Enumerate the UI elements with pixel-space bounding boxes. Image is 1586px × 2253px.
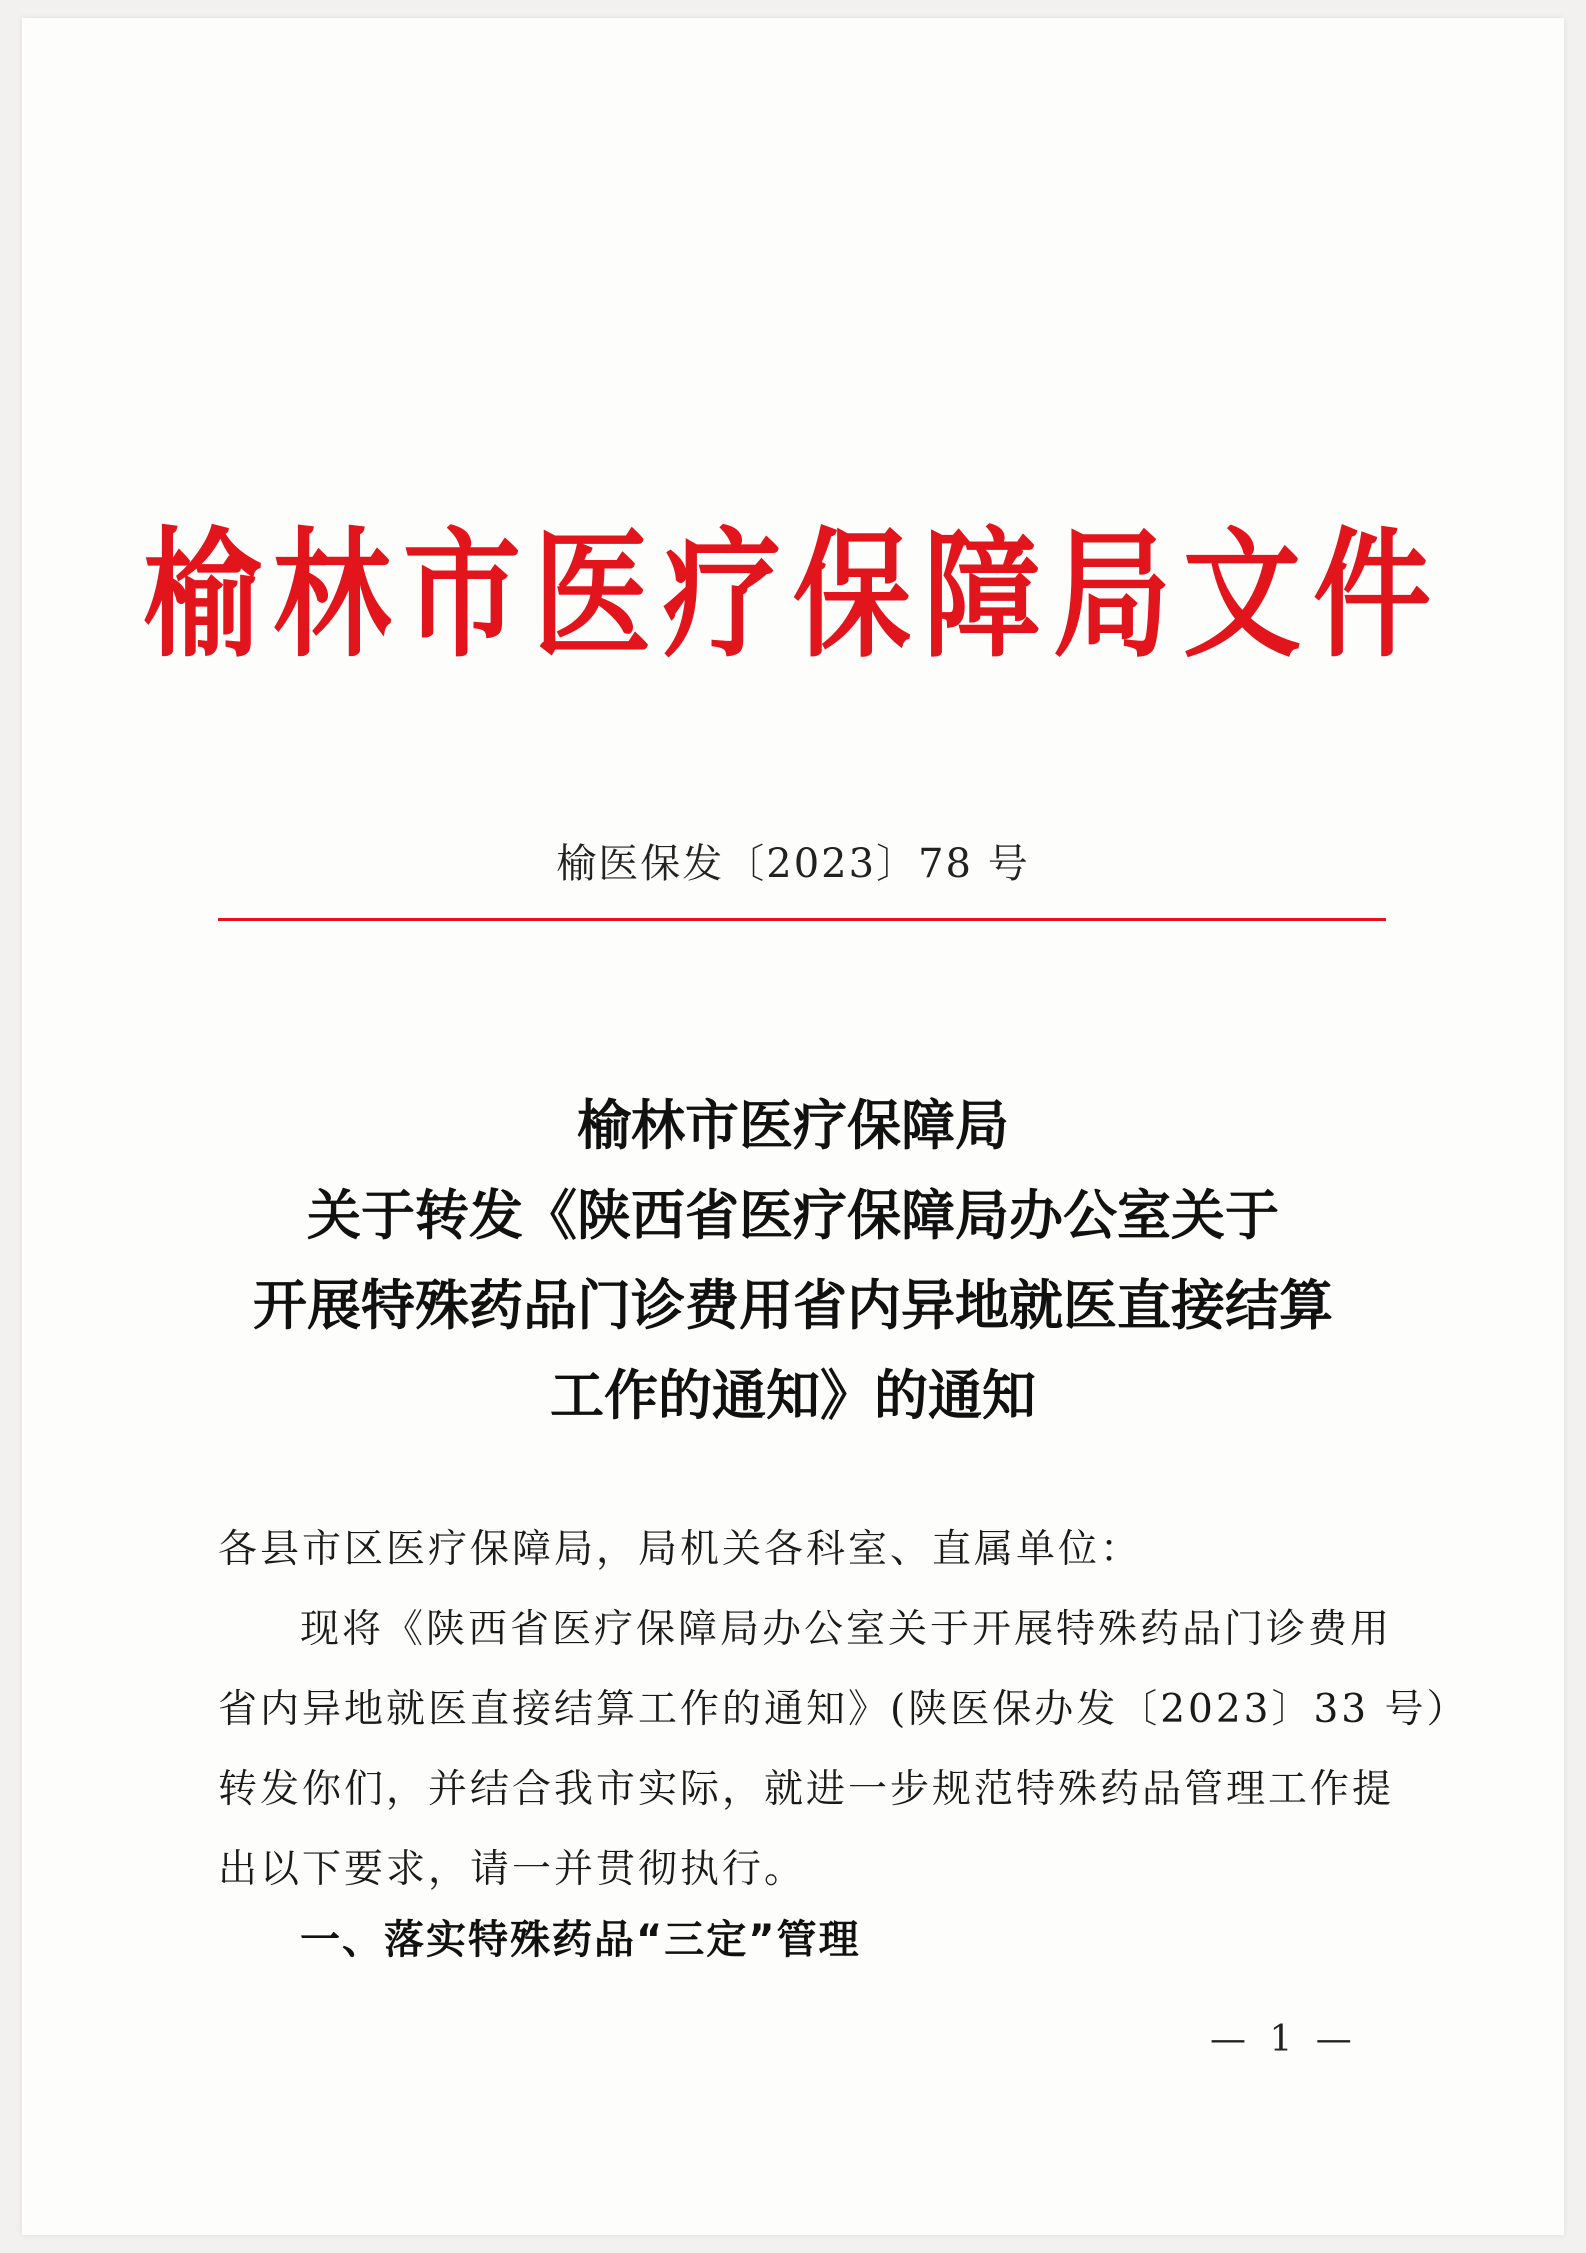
paragraph-line-4: 出以下要求，请一并贯彻执行。 — [218, 1847, 807, 1892]
salutation: 各县市区医疗保障局，局机关各科室、直属单位： — [218, 1527, 1143, 1572]
body-paragraph — [218, 1590, 1469, 1910]
title-line-2: 关于转发《陕西省医疗保障局办公室关于 — [307, 1183, 1279, 1247]
document-number: 榆医保发〔2023〕78 号 — [556, 841, 1030, 887]
section-heading: 一、落实特殊药品“三定”管理 — [300, 1917, 861, 1963]
red-divider-line — [218, 918, 1386, 921]
issuer-masthead: 榆林市医疗保障局文件 — [142, 512, 1443, 677]
paragraph-line-3: 转发你们，并结合我市实际，就进一步规范特殊药品管理工作提 — [218, 1767, 1395, 1812]
title-line-3: 开展特殊药品门诊费用省内异地就医直接结算 — [253, 1273, 1333, 1337]
page-number: — 1 — — [1210, 2019, 1358, 2060]
title-line-1: 榆林市医疗保障局 — [577, 1093, 1009, 1157]
paragraph-line-1: 现将《陕西省医疗保障局办公室关于开展特殊药品门诊费用 — [300, 1607, 1393, 1652]
title-line-4: 工作的通知》的通知 — [550, 1363, 1036, 1427]
paragraph-line-2: 省内异地就医直接结算工作的通知》(陕医保办发〔2023〕33 号） — [218, 1687, 1469, 1732]
document-title — [150, 1080, 1436, 1440]
